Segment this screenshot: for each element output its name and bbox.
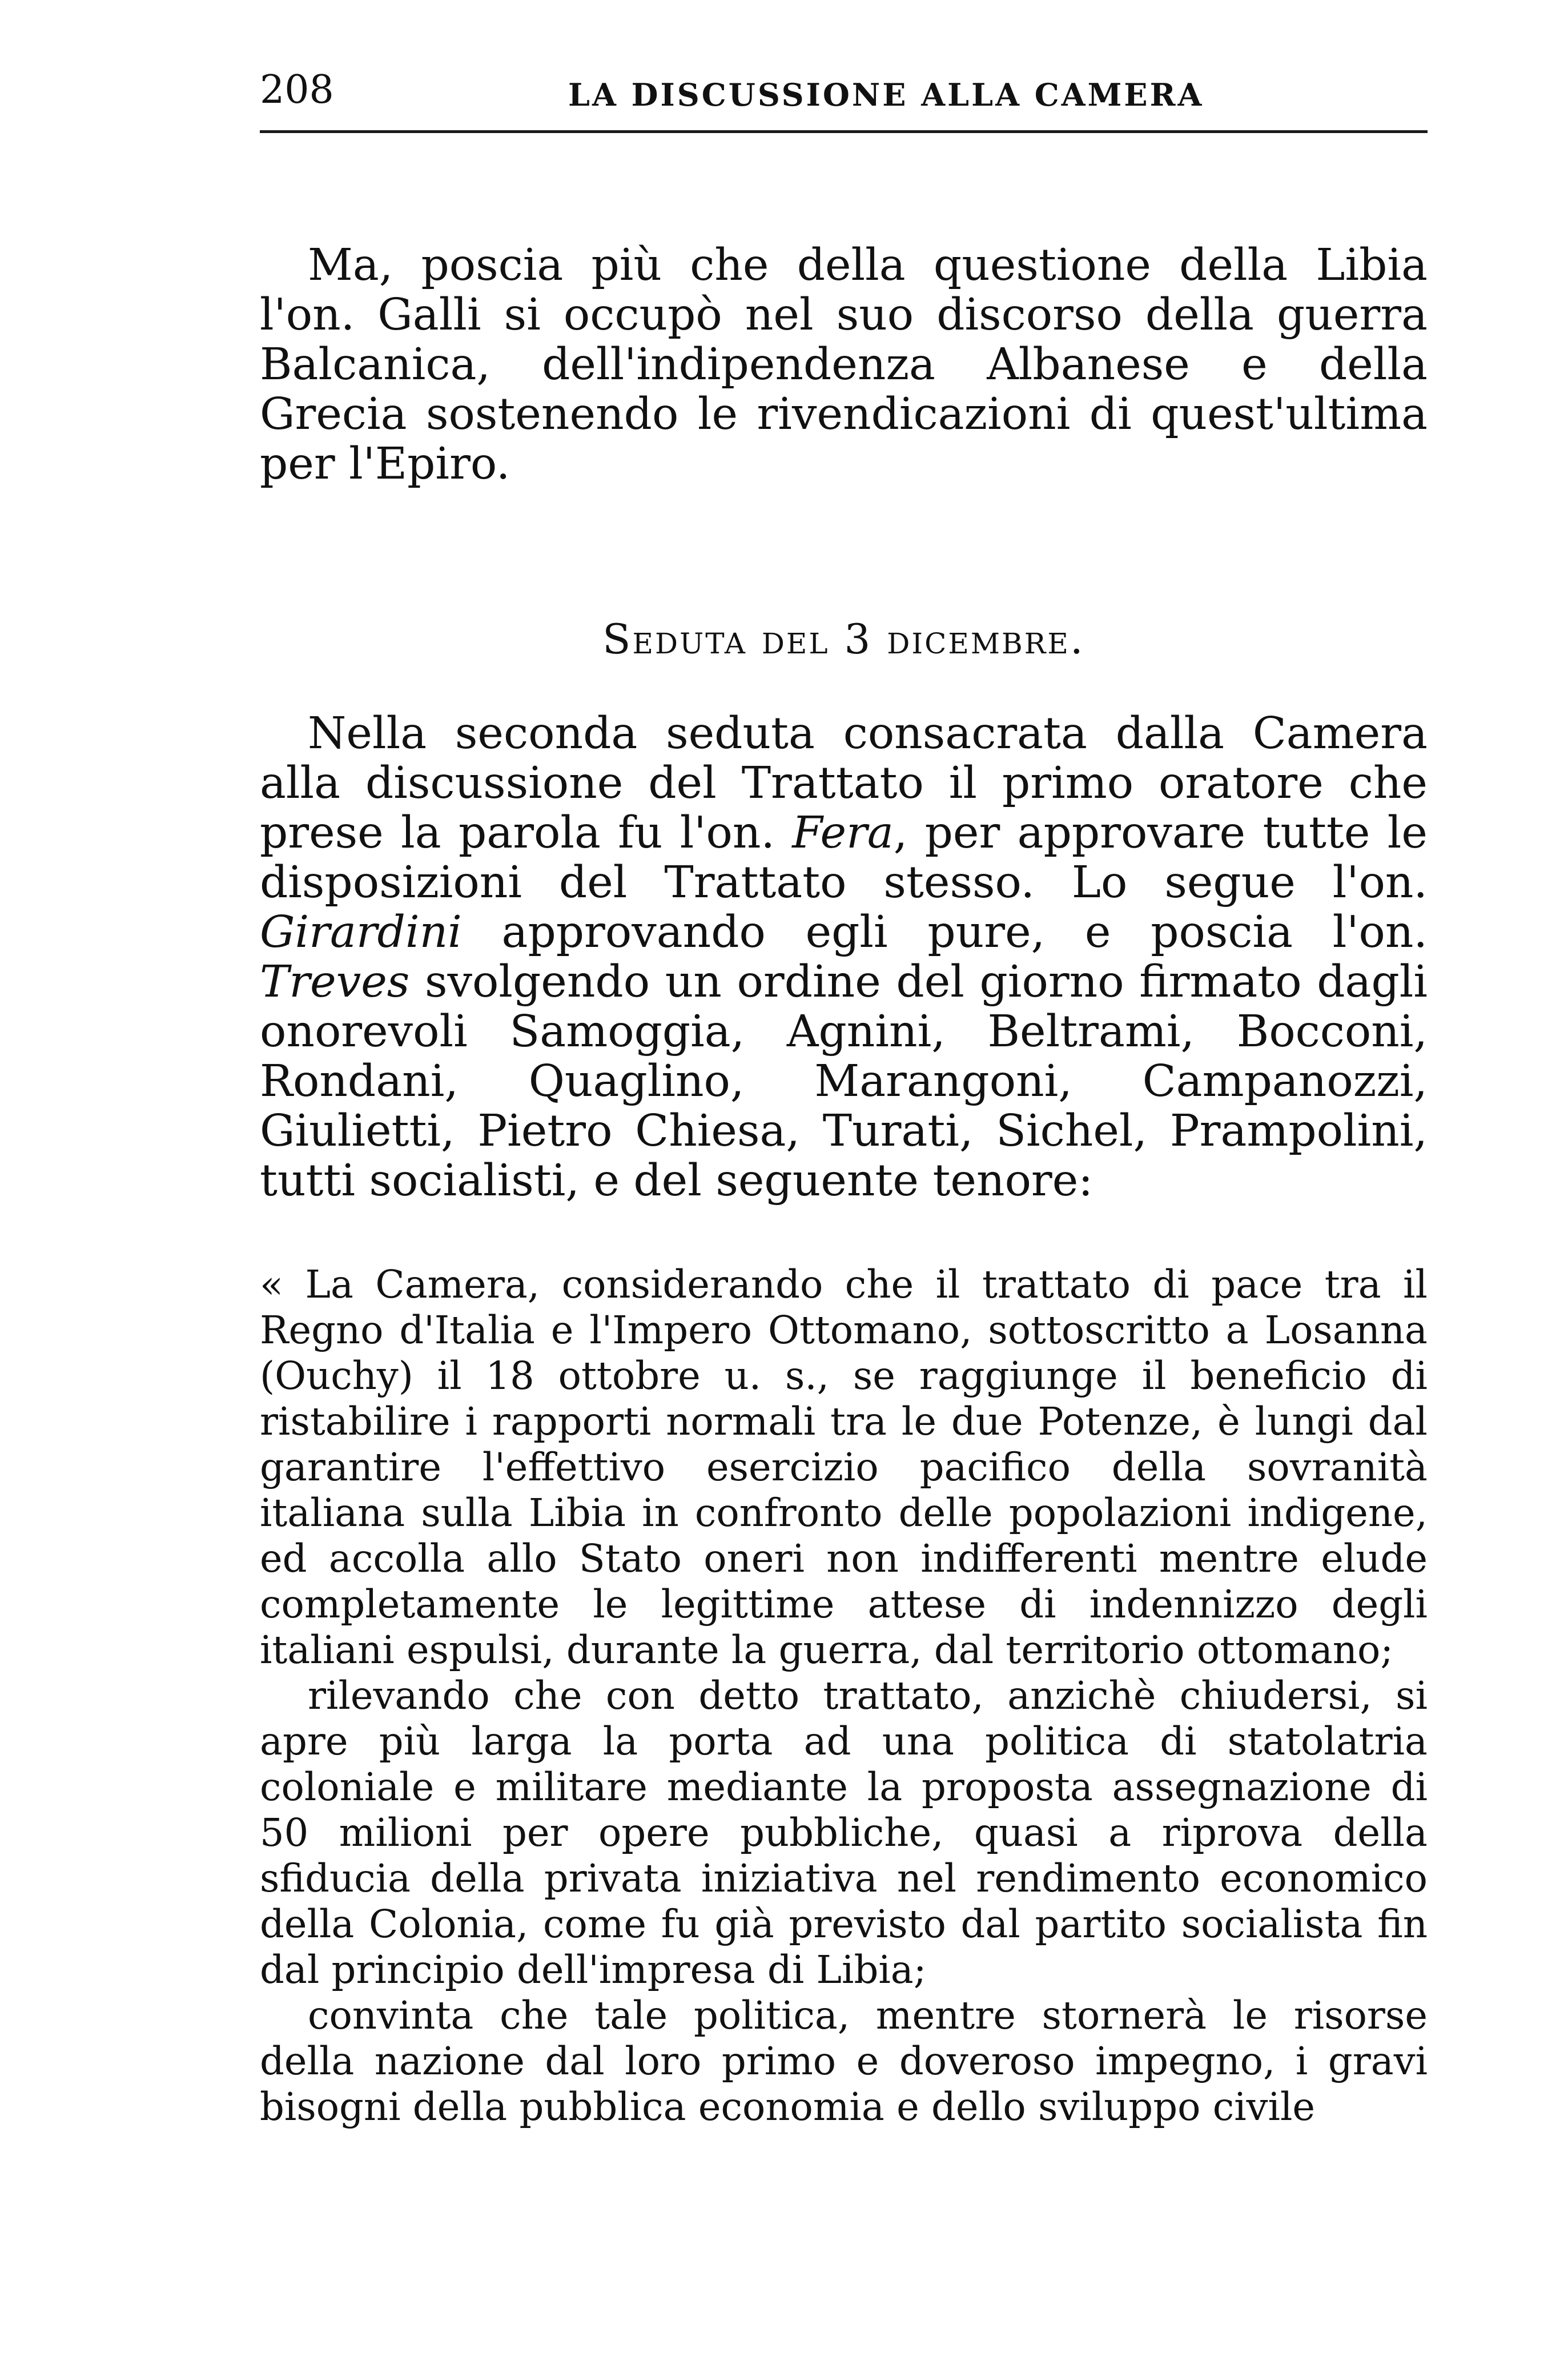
page-header: [260, 67, 1428, 133]
paragraph-galli: Ma, poscia più che della questione della Libia l'on. Galli si occupò nel suo discorso della guerra Balcanica, dell'indipendenza Albanese e della Grecia sostenendo le rivendicazioni di quest'ultima per l'Epiro.: [260, 240, 1428, 489]
paragraph-seduta-text-1: Nella seconda seduta consacrata dalla Camera alla discussione del Trattato il primo oratore che prese la parola fu l'on.: [260, 708, 1428, 858]
paragraph-seduta: [260, 709, 1428, 1206]
quote-paragraph-considerando: « La Camera, considerando che il trattato di pace tra il Regno d'Italia e l'Impero Ottomano, sottoscritto a Losanna (Ouchy) il 18 ottobre u. s., se raggiunge il beneficio di ristabilire i rapporti normali tra le due Potenze, è lungi dal garantire l'effettivo esercizio pacifico della sovranità italiana sulla Libia in confronto delle popolazioni indigene, ed accolla allo Stato oneri non indifferenti mentre elude completamente le legittime attese di indennizzo degli italiani espulsi, durante la guerra, dal territorio ottomano;: [260, 1262, 1428, 1672]
quote-paragraph-convinta: convinta che tale politica, mentre stornerà le risorse della nazione dal loro primo e doveroso impegno, i gravi bisogni della pubblica economia e dello sviluppo civile: [260, 1993, 1428, 2129]
speaker-name-girardini: Girardini: [260, 907, 462, 958]
speaker-name-treves: Treves: [260, 957, 410, 1007]
section-heading-number: 3: [844, 615, 873, 663]
paragraph-seduta-text-3: approvando egli pure, e poscia l'on.: [461, 907, 1428, 958]
paragraph-seduta-text-2: , per approvare tutte le disposizioni del Trattato stesso. Lo segue l'on.: [260, 808, 1428, 908]
quote-paragraph-rilevando: rilevando che con detto trattato, anzichè chiudersi, si apre più larga la porta ad una politica di statolatria coloniale e militare mediante la proposta assegnazione di 50 milioni per opere pubbliche, quasi a riprova della sfiducia della privata iniziativa nel rendimento economico della Colonia, come fu già previsto dal partito socialista fin dal principio dell'impresa di Libia;: [260, 1673, 1428, 1992]
section-heading-month: dicembre.: [887, 615, 1085, 663]
running-head: LA DISCUSSIONE ALLA CAMERA: [568, 77, 1204, 113]
section-heading: [260, 615, 1428, 664]
paragraph-seduta-text-4: svolgendo un ordine del giorno firmato dagli onorevoli Samoggia, Agnini, Beltrami, Bocconi, Rondani, Quaglino, Marangoni, Campanozzi, Giulietti, Pietro Chiesa, Turati, Sichel, Prampolini, tutti socialisti, e del seguente tenore:: [260, 957, 1428, 1206]
page-number: 208: [260, 67, 334, 113]
section-heading-prep: del: [761, 615, 830, 663]
book-page: [260, 67, 1428, 2130]
section-heading-word: Seduta: [602, 615, 747, 663]
speaker-name-fera: Fera: [792, 808, 894, 858]
